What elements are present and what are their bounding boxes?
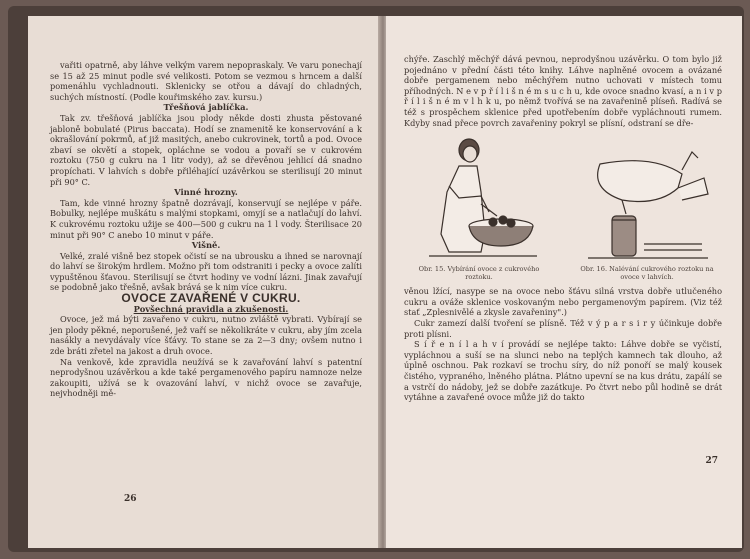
left-page	[28, 16, 380, 548]
paragraph: S í ř e n í l a h v í provádí se nejlépe takto: Láhve dobře se vyčistí, vypláchnou a suší se na slunci nebo na teplých kamnech tak dlouho, až úplně oschnou. Pak rozkaví se trochu síry, do níž ponoří se malý kousek čistého, vypraného, lněného plátna. Plátno upevní se na kus drátu, zapálí se a vstrčí do nádoby, jež se dobře zazátkuje. Po čtvrt nebo půl hodině se drát vytáhne a zavařené ovoce může již do takto	[404, 339, 722, 403]
paragraph: Ovoce, jež má býti zavařeno v cukru, nutno zvláště vybrati. Vybírají se jen plody pěkné, neporušené, jež vaří se několikráte v cukru, aby jím zcela nasákly a nevydávaly více šťávy. To stane se za 2—3 dny; ovšem nutno i zde bráti zřetel na jakost a druh ovoce.	[50, 314, 362, 357]
section-heading: Vinné hrozny.	[174, 187, 238, 198]
paragraph: Na venkově, kde zpravidla neužívá se k zavařování lahví s patentní neprodyšnou uzávěrkou a kde také pergamenového papíru namnoze nelze zakoupiti, užívá se k ovazování lahví, v nichž ovoce se zavařuje, nejvhodněji mě-	[50, 356, 362, 399]
figure-16-caption: Obr. 16. Nalévání cukrového roztoku na ovoce v lahvích.	[580, 265, 714, 281]
paragraph: Cukr zamezí další tvoření se plísně. Též v ý p a r s i r y účinkuje dobře proti plísni.	[404, 317, 722, 339]
paragraph: Tak zv. třešňová jablíčka jsou plody někde dosti zhusta pěstované jabloně bobulaté (Pirus baccata). Hodí se znamenitě ke konservování a k okrašlování pokrmů, ať již masitých, anebo cukrovinek, tortů a pod. Ovoce zbaví se okvětí a stopek, opláchne se vodou a povaří se v cukrovém roztoku (750 g cukru na 1 litr vody), až se dřevěnou jehlicí dá snadno propíchati. V lahvích s dobře přiléhající uzávěrkou se sterilisují 20 minut při 90° C.	[50, 112, 362, 187]
paragraph: Tam, kde vinné hrozny špatně dozrávají, konservují se nejlépe v páře. Bobulky, nejlépe muškátu s malými stopkami, omyjí se a natlačují do lahví. K cukrovému roztoku užije se 400—500 g cukru na 1 l vody. Šterilisace 20 minut při 90° C anebo 10 minut v páře.	[50, 197, 362, 240]
left-page-number: 26	[124, 494, 137, 504]
paragraph: věnou lžící, nasype se na ovoce nebo šťávu silná vrstva dobře utlučeného cukru a ováže sklenice voskovaným nebo pergamenovým papírem. (Viz též stať „Zplesnivělé a zkysle zavařeniny".)	[404, 286, 722, 318]
figure-row	[404, 134, 722, 282]
paragraph: chýře. Zaschlý měchýř dává pevnou, neprodyšnou uzávěrku. O tom bylo již pojednáno v přední části této knihy. Láhve naplněné ovocem a ovázané dobře pergamenem nebo měchýřem nutno uchovati v místech tomu příhodných. N e v p ř í l i š n é m s u c h u, kde ovoce snadno kvasí, a n i v p ř í l i š n é m v l h k u, po němž tvořívá se na zavařenině plíseň. Radívá se též s prospěchem sklenice před upotřebením dobře vypláchnouti rumem. Kdyby snad přece povrch zavařeniny pokryl se plísní, odstraní se dře-	[404, 54, 722, 128]
paragraph: vařiti opatrně, aby láhve velkým varem nepopraskaly. Ve varu ponechají se 15 až 25 minut podle své velikosti. Potom se vezmou s hrncem a další pomenáhlu vychladnouti. Sklenicky se otřou a dávají do chladných, suchých místností. (Podle kouřimského zav. kursu.)	[50, 60, 362, 102]
section-heading: Povšechná pravidla a zkušenosti.	[133, 303, 289, 314]
right-page-bottom-text	[404, 286, 722, 403]
figure-16	[572, 134, 722, 282]
book-spread	[8, 6, 744, 552]
section-heading: Třešňová jablíčka.	[163, 102, 249, 113]
section-heading: Višně.	[191, 240, 221, 251]
paragraph: Velké, zralé višně bez stopek očistí se na ubrousku a ihned se narovnají do lahví se širokým hrdlem. Možno při tom odstraniti i pecky a ovoce zalíti vypuštěnou šťavou. Sterilisují se čtvrt hodiny ve vodní lázni. Jinak zavařují se podobně jako třešně, avšak brává se k nim více cukru.	[50, 250, 362, 293]
right-page	[386, 16, 742, 548]
right-page-number: 27	[705, 456, 718, 466]
right-page-top-text	[404, 54, 722, 128]
figure-15-caption: Obr. 15. Vybírání ovoce z cukrového roztoku.	[418, 265, 540, 281]
section-heading: OVOCE ZAVAŘENÉ V CUKRU.	[121, 291, 301, 306]
woman-cooking-illustration	[419, 134, 539, 264]
pouring-syrup-illustration	[582, 134, 712, 264]
left-page-text	[50, 60, 362, 399]
figure-15	[404, 134, 554, 282]
